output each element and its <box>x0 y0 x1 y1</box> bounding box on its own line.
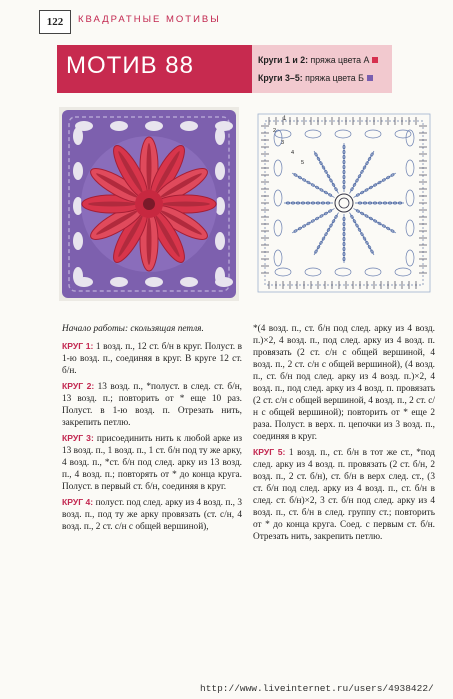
legend-row-b <box>258 73 373 83</box>
round-1-paragraph <box>62 340 242 377</box>
color-b-swatch <box>367 75 373 81</box>
diagram-chain-arch <box>305 268 321 276</box>
legend-a-text: пряжа цвета А <box>310 55 370 65</box>
diagram-chain-arch <box>275 268 291 276</box>
diagram-round-5: 5 <box>301 160 305 166</box>
photo-hole <box>215 232 225 250</box>
diagram-chain-arch <box>274 250 282 266</box>
motif-photo <box>56 104 242 304</box>
crochet-diagram <box>253 106 435 298</box>
round-4-continued: *(4 возд. п., ст. б/н под след. арку из 4 возд. п.)×2, 4 возд. п., под след. арку из 4 возд. п. провязать (2 ст. с/н с общей вершиной, 4 возд. п., 2 ст. с/н с общей вершиной), (4 возд. п., ст. б/н под след. арку из 4 возд. п.)×2, 4 возд. п., под след. арку из 4 возд. п. провязать (2 ст. с/н с общей вершиной, 4 возд. п., 2 ст. с/н с общей вершиной); повторить от * еще 2 раза. Полуст. в верх. п. цепочки из 3 возд. п., соединяя в круг. <box>253 324 435 442</box>
legend-row-a <box>258 55 378 65</box>
yarn-legend <box>252 45 392 93</box>
legend-a-label: Круги 1 и 2: <box>258 55 309 65</box>
diagram-chain-arch <box>365 268 381 276</box>
round-4-heading: КРУГ 4: <box>62 497 94 507</box>
photo-hole <box>145 121 163 131</box>
round-3-paragraph <box>62 432 242 493</box>
photo-hole <box>110 277 128 287</box>
diagram-chain-arch <box>274 190 282 206</box>
photo-hole <box>110 121 128 131</box>
diagram-round-3: 3 <box>281 140 285 146</box>
photo-hole <box>73 232 83 250</box>
photo-hole <box>73 267 83 285</box>
round-1-heading: КРУГ 1: <box>62 341 94 351</box>
round-5-paragraph <box>253 446 435 543</box>
photo-hole <box>215 121 233 131</box>
legend-b-label: Круги 3–5: <box>258 73 303 83</box>
photo-hole <box>215 267 225 285</box>
round-3-heading: КРУГ 3: <box>62 433 94 443</box>
motif-title: МОТИВ 88 <box>66 52 194 79</box>
round-2-heading: КРУГ 2: <box>62 381 95 391</box>
diagram-round-2: 2 <box>273 128 277 134</box>
diagram-chain-arch <box>406 160 414 176</box>
instructions-right-column <box>253 323 435 546</box>
photo-hole <box>73 127 83 145</box>
instructions-left-column <box>62 323 242 536</box>
diagram-chain-arch <box>395 268 411 276</box>
intro-text: Начало работы: скользящая петля. <box>62 324 204 334</box>
photo-hole <box>180 277 198 287</box>
legend-b-text: пряжа цвета Б <box>305 73 364 83</box>
round-1-text: 1 возд. п., 12 ст. б/н в круг. Полуст. в 1-ю возд. п., соединяя в круг. В круге 12 ст. б/н. <box>62 342 242 376</box>
photo-hole <box>145 277 163 287</box>
diagram-chain-arch <box>406 250 414 266</box>
diagram-chain-arch <box>335 268 351 276</box>
diagram-start-label: 1 <box>283 116 287 122</box>
diagram-chain-arch <box>275 130 291 138</box>
round-4-text: полуст. под след. арку из 4 возд. п., 3 возд. п., под ту же арку провязать (ст. с/н, 4 возд. п., 2 ст. с/н с общей вершиной), <box>62 498 242 532</box>
round-2-paragraph <box>62 380 242 429</box>
diagram-chain-arch <box>406 190 414 206</box>
round-5-heading: КРУГ 5: <box>253 447 286 457</box>
source-url: http://www.liveinternet.ru/users/4938422/ <box>200 683 434 694</box>
photo-hole <box>180 121 198 131</box>
page-number: 122 <box>39 10 71 34</box>
running-title: КВАДРАТНЫЕ МОТИВЫ <box>78 14 221 25</box>
round-4-paragraph <box>62 496 242 533</box>
diagram-chain-arch <box>335 130 351 138</box>
photo-hole <box>215 162 225 180</box>
diagram-chain-arch <box>406 220 414 236</box>
round-2-text: 13 возд. п., *полуст. в след. ст. б/н, 13 возд. п.; повторить от * еще 10 раз. Полуст. в 1-ю возд. п. Отрезать нить, закрепить петлю. <box>62 382 242 428</box>
round-3-text: присоединить нить к любой арке из 13 возд. п., 1 возд. п., 1 ст. б/н под ту же арку, 4 возд. п., *ст. б/н под след. арку из 13 возд. п., 4 возд. п.; повторять от * до конца круга. Полуст. в первый ст. б/н, соединяя в круг. <box>62 434 242 492</box>
diagram-chain-arch <box>274 160 282 176</box>
diagram-chain-arch <box>395 130 411 138</box>
color-a-swatch <box>372 57 378 63</box>
diagram-chain-arch <box>365 130 381 138</box>
photo-hole <box>73 162 83 180</box>
diagram-chain-arch <box>305 130 321 138</box>
diagram-chain-arch <box>274 220 282 236</box>
diagram-round-4: 4 <box>291 150 295 156</box>
round-5-text: 1 возд. п., ст. б/н в тот же ст., *под след. арку из 4 возд. п. провязать (2 ст. б/н, 2 возд. п., 2 ст. б/н), ст. б/н в верх след. ст., (3 ст. б/н под след. арку из 4 возд. п., ст. б/н в след. ст. б/н)×2, 3 ст. б/н под след. арку из 4 возд. п., ст. б/н в след. группу ст.; повторить от * до конца круга. Соед. с первым ст. б/н. Отрезать нить, закрепить петлю. <box>253 448 435 542</box>
